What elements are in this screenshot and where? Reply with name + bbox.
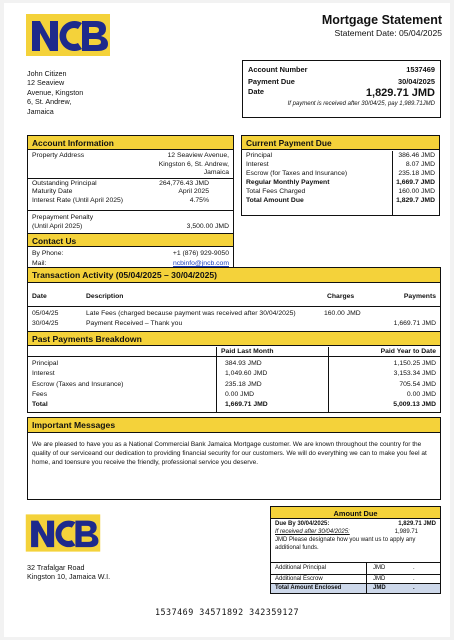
if-received-value: 1,989.71 — [394, 529, 418, 535]
transaction-payments: 1,669.71 JMD — [393, 320, 436, 327]
col-date-header: Date — [32, 293, 47, 300]
maturity-date-value: April 2025 — [178, 188, 209, 196]
principal-label: Principal — [246, 152, 273, 159]
total-fees-label: Total Fees Charged — [246, 187, 306, 195]
prepayment-penalty-period: (Until April 2025) — [32, 223, 83, 230]
account-information-section — [27, 135, 234, 272]
phone-number[interactable]: +1 (876) 929-9050 — [172, 250, 229, 257]
total-enclosed-label: Total Amount Enclosed — [275, 585, 342, 591]
payment-due-label: Payment Due — [248, 77, 295, 86]
customer-address — [27, 69, 83, 116]
paid-last-month-total: 1,669.71 JMD — [225, 401, 268, 409]
transaction-date: 30/04/25 — [32, 320, 59, 327]
transaction-description: Late Fees (charged because payment was received after 30/04/2025) — [86, 310, 296, 317]
total-amount-due-label: Total Amount Due — [246, 196, 304, 204]
current-payment-heading: Current Payment Due — [242, 136, 439, 150]
table-row — [32, 380, 436, 390]
paid-ytd-value: 705.54 JMD — [399, 380, 436, 388]
account-summary-box — [242, 60, 441, 118]
statement-page — [4, 3, 450, 637]
row-label: Fees — [32, 390, 48, 398]
principal-value: 386.46 JMD — [398, 152, 435, 159]
paid-ytd-value: 1,150.25 JMD — [393, 360, 436, 367]
if-received-label: If received after 30/04/2025: — [275, 529, 350, 535]
table-row — [32, 359, 436, 369]
prepayment-penalty-label: Prepayment Penalty — [32, 214, 94, 221]
customer-address-line: 6, St. Andrew, — [27, 97, 72, 107]
amount-due: 1,829.71 JMD — [365, 87, 435, 99]
transaction-activity-section — [27, 267, 441, 335]
additional-principal-row[interactable] — [275, 563, 436, 574]
past-payments-heading: Past Payments Breakdown — [28, 332, 440, 346]
currency-label: JMD — [373, 565, 386, 571]
late-payment-note: If payment is received after 30/04/25, pay 1,989.71JMD — [287, 101, 435, 107]
past-payments-section — [27, 331, 441, 413]
currency-label: JMD — [373, 575, 386, 582]
row-label: Interest — [32, 370, 55, 378]
property-address-label: Property Address — [32, 152, 85, 159]
paid-ytd-total: 5,009.13 JMD — [393, 401, 436, 409]
amount-blank: . — [413, 565, 415, 571]
paid-last-month-value: 384.93 JMD — [225, 360, 262, 367]
amount-blank: . — [413, 585, 415, 591]
outstanding-principal-label: Outstanding Principal — [32, 180, 97, 187]
outstanding-principal-value: 264,776.43 JMD — [159, 180, 209, 187]
table-row — [32, 369, 436, 379]
regular-payment-value: 1,669.7 JMD — [396, 178, 435, 186]
transaction-activity-heading: Transaction Activity (05/04/2025 – 30/04/2025) — [28, 268, 440, 283]
prepayment-penalty-value: 3,500.00 JMD — [186, 223, 229, 230]
property-address-line: Jamaica — [203, 169, 229, 177]
customer-address-line: Jamaica — [27, 106, 54, 116]
bank-address — [27, 563, 110, 581]
micr-line: 1537469 34571892 342359127 — [154, 607, 300, 617]
due-by-value: 1,829.71 — [398, 521, 422, 527]
maturity-date-label: Maturity Date — [32, 188, 73, 196]
property-address-line: Kingston 6, St. Andrew, — [158, 160, 229, 168]
col-description-header: Description — [86, 293, 124, 300]
row-label: Escrow (Taxes and Insurance) — [32, 380, 124, 388]
account-information-heading: Account Information — [28, 136, 233, 150]
important-messages-heading: Important Messages — [28, 418, 440, 433]
current-payment-due-section — [241, 135, 440, 216]
coupon-title: Amount Due — [271, 507, 440, 519]
table-row — [32, 390, 436, 400]
additional-escrow-label: Additional Escrow — [275, 575, 323, 582]
interest-label: Interest — [246, 160, 269, 168]
col-payments-header: Payments — [403, 293, 436, 300]
mail-label: Mail: — [32, 260, 47, 267]
interest-rate-label: Interest Rate (Until April 2025) — [32, 196, 124, 204]
col-charges-header: Charges — [327, 293, 355, 300]
date-label: Date — [248, 87, 265, 96]
customer-name: John Citizen — [27, 69, 67, 78]
total-fees-value: 160.00 JMD — [398, 187, 435, 195]
row-label: Total — [32, 401, 48, 409]
escrow-value: 235.18 JMD — [398, 169, 435, 177]
ncb-logo — [24, 11, 112, 59]
col-paid-ytd-header: Paid Year to Date — [380, 348, 436, 355]
due-by-label: Due By 30/04/2025: — [275, 521, 330, 527]
regular-payment-label: Regular Monthly Payment — [246, 178, 330, 186]
total-amount-due-value: 1,829.7 JMD — [396, 196, 435, 204]
payment-coupon — [270, 506, 441, 594]
transaction-charges: 160.00 JMD — [324, 310, 361, 317]
property-address-line: 12 Seaview Avenue, — [167, 152, 229, 159]
paid-last-month-value: 235.18 JMD — [225, 380, 262, 388]
phone-label: By Phone: — [32, 250, 64, 257]
col-paid-last-month-header: Paid Last Month — [221, 348, 274, 355]
important-messages-section — [27, 417, 441, 500]
row-label: Principal — [32, 360, 59, 367]
bank-address-line: 32 Trafalgar Road — [27, 563, 85, 572]
customer-address-line: 12 Seaview — [27, 78, 65, 88]
paid-ytd-value: 3,153.34 JMD — [393, 370, 436, 378]
bank-address-line: Kingston 10, Jamaica W.I. — [27, 572, 111, 581]
paid-last-month-value: 1,049.60 JMD — [225, 370, 268, 378]
statement-date: Statement Date: 05/04/2025 — [334, 28, 442, 38]
currency-label: JMD — [373, 585, 386, 591]
account-number-label: Account Number — [248, 65, 308, 74]
transaction-date: 05/04/25 — [32, 310, 59, 317]
statement-title: Mortgage Statement — [321, 13, 442, 27]
coupon-instruction: JMD Please designate how you want us to apply any additional funds. — [275, 537, 416, 551]
total-enclosed-row[interactable] — [271, 583, 440, 593]
customer-address-line: Avenue, Kingston — [27, 87, 84, 97]
additional-principal-label: Additional Principal — [275, 565, 327, 571]
table-row — [32, 309, 436, 319]
paid-last-month-value: 0.00 JMD — [225, 390, 255, 398]
table-row-total — [32, 400, 436, 410]
amount-blank: . — [413, 575, 415, 582]
due-by-currency: JMD — [423, 521, 436, 527]
paid-ytd-value: 0.00 JMD — [406, 390, 436, 398]
email-link[interactable]: ncbinfo@jncb.com — [172, 260, 229, 267]
important-messages-body: We are pleased to have you as a National Commercial Bank Jamaica Mortgage customer. We are known throughout the country for the quality of our serviceand our dedication to providing financial security for our customers. We will do everything we can to make you feel at home, and toensure you receive the friendly, professional service you deserve. — [32, 441, 427, 466]
account-number: 1537469 — [406, 65, 435, 74]
table-row — [32, 319, 436, 329]
ncb-logo-footer — [24, 511, 102, 555]
escrow-label: Escrow (for Taxes and Insurance) — [246, 169, 348, 177]
payment-due-date: 30/04/2025 — [398, 77, 435, 86]
interest-value: 8.07 JMD — [405, 160, 435, 168]
interest-rate-value: 4.75% — [189, 196, 209, 204]
contact-us-heading: Contact Us — [28, 234, 233, 247]
transaction-description: Payment Received – Thank you — [86, 320, 183, 327]
